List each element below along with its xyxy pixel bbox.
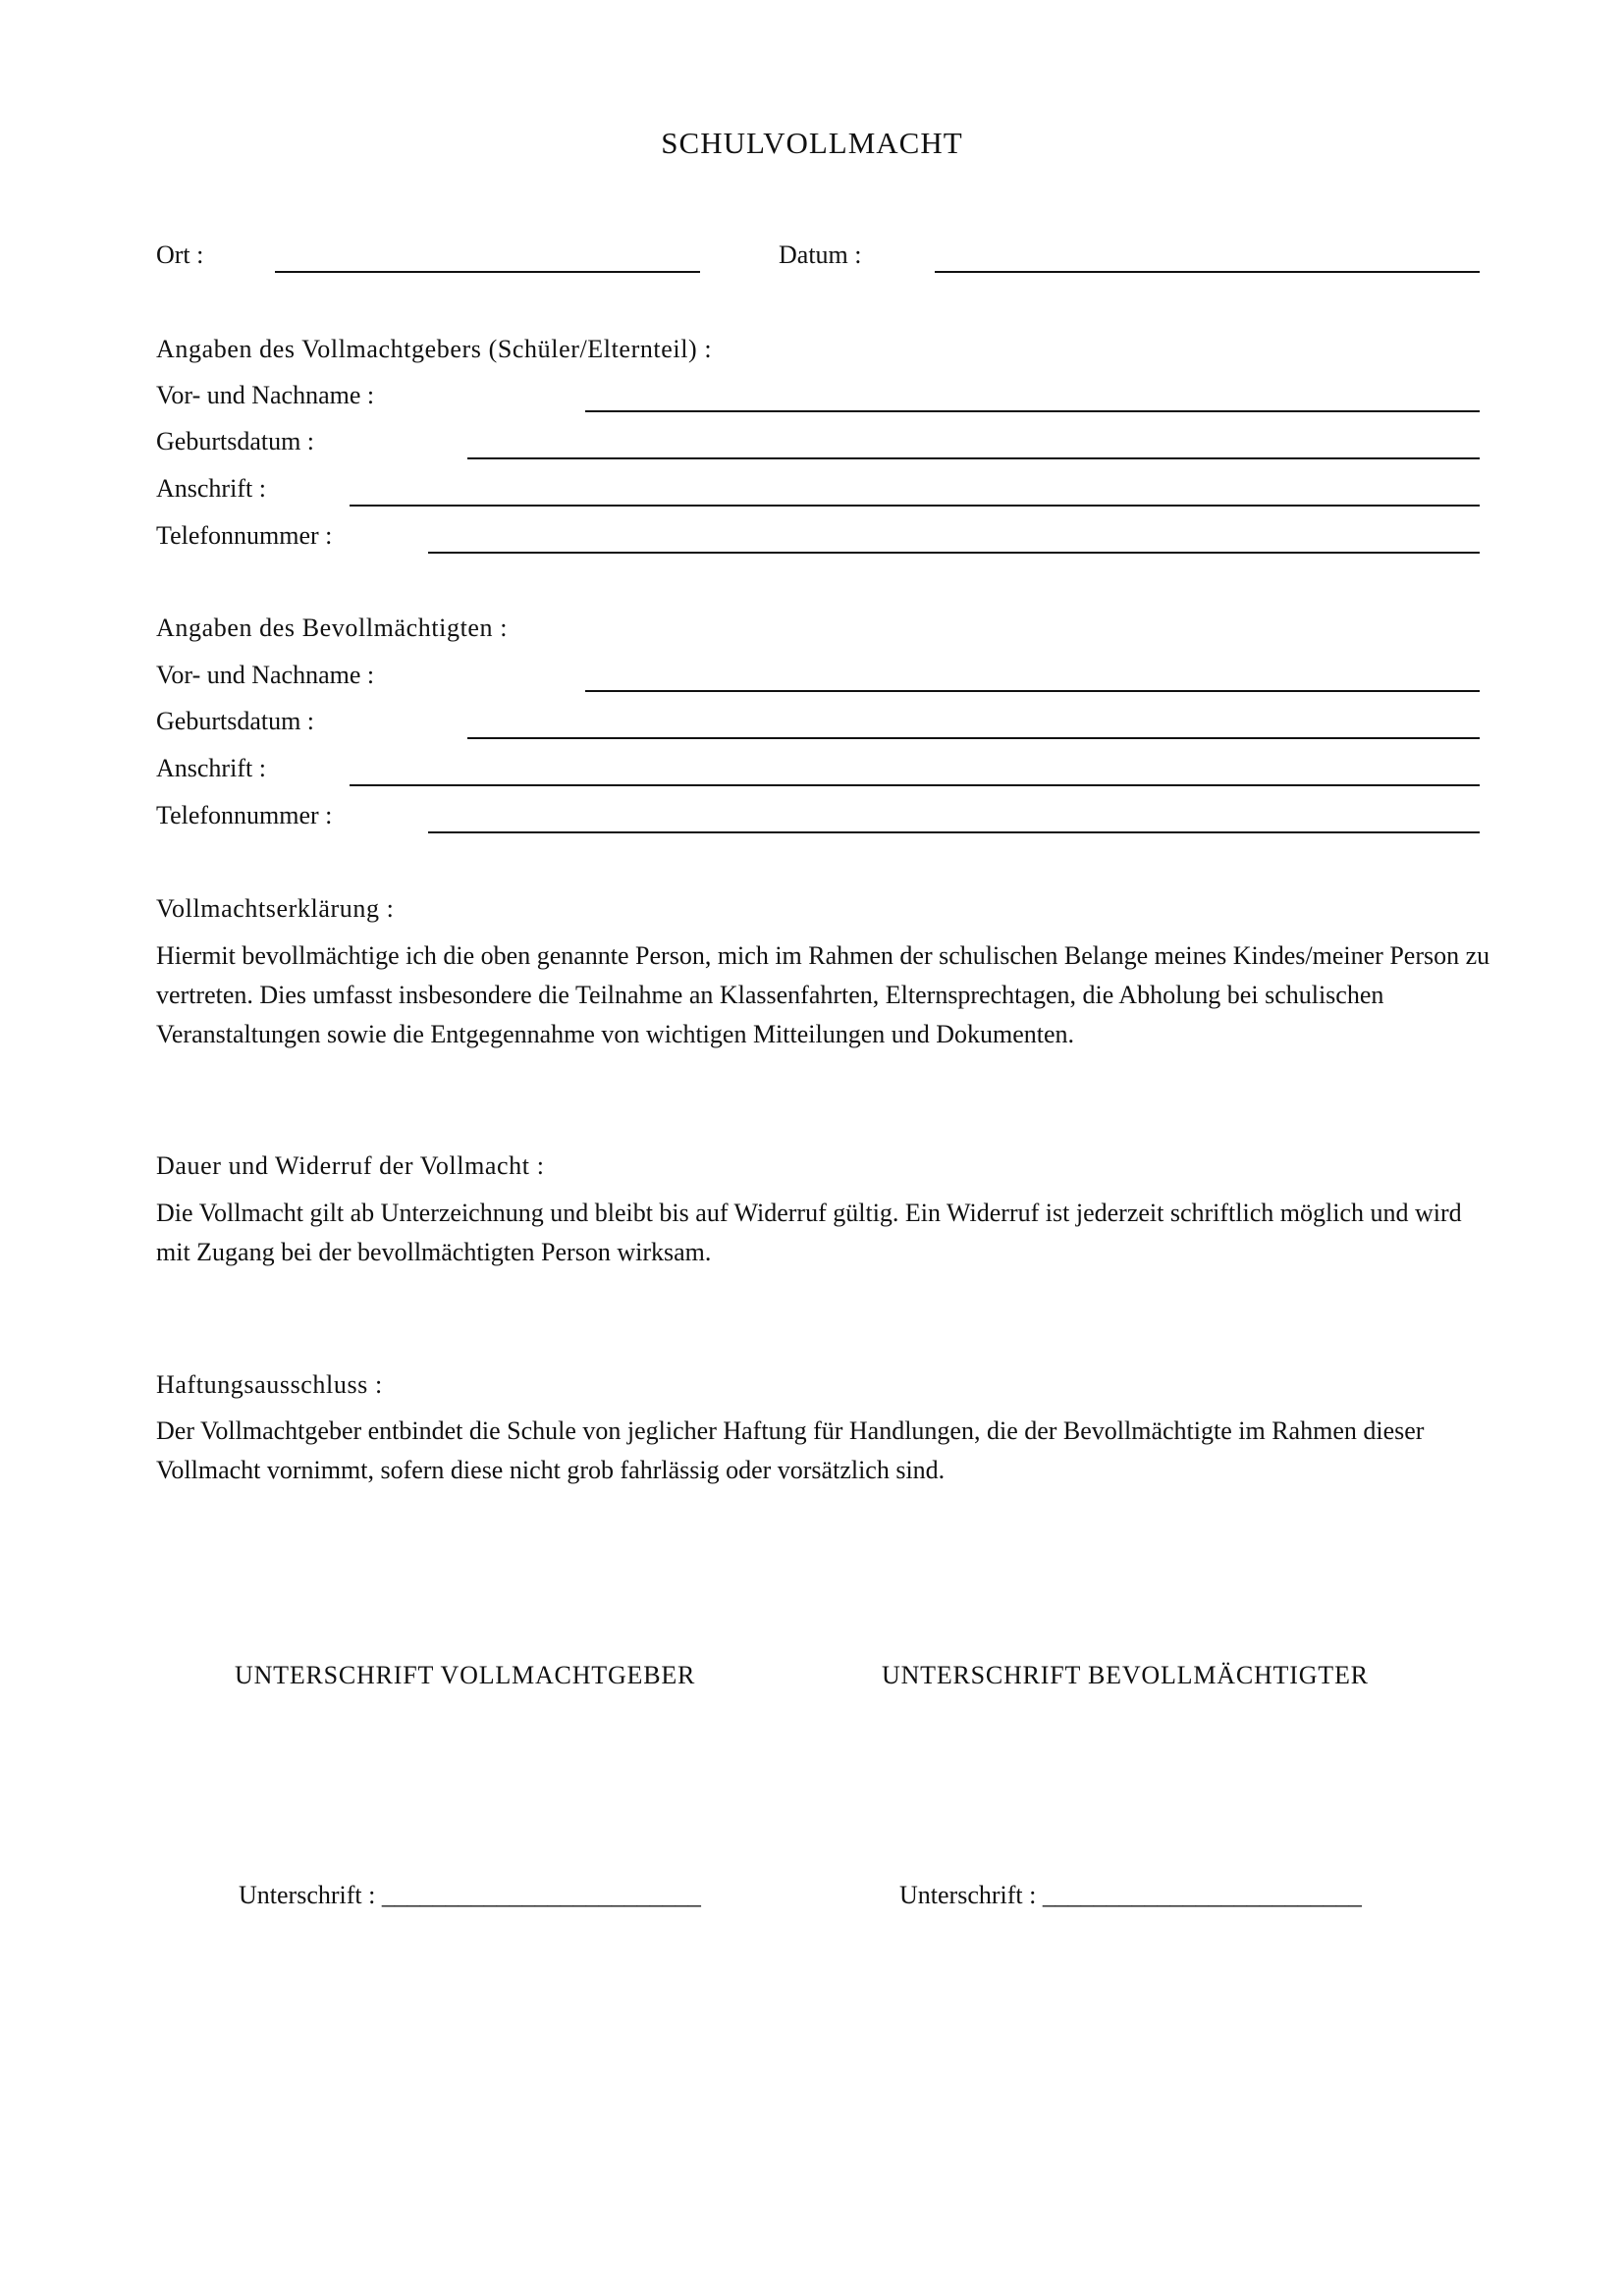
vollmachtgeber-name-label: Vor- und Nachname : xyxy=(156,381,375,409)
signature-field-bevollmaechtigter[interactable]: Unterschrift : _________________________ xyxy=(899,1881,1362,1909)
vollmachtgeber-phone-field[interactable] xyxy=(428,552,1480,554)
vollmachtgeber-address-field[interactable] xyxy=(350,505,1480,507)
vollmachtgeber-address-label: Anschrift : xyxy=(156,474,266,503)
signature-heading-vollmachtgeber: UNTERSCHRIFT VOLLMACHTGEBER xyxy=(235,1661,696,1689)
haftung-text: Der Vollmachtgeber entbindet die Schule von jeglicher Haftung für Handlungen, die der Bevollmächtigte im Rahmen dieser Vollmacht vornimmt, sofern diese nicht grob fahrlässig oder vorsätzlich sind. xyxy=(156,1416,1425,1484)
bevollmaechtigter-birth-label: Geburtsdatum : xyxy=(156,707,315,735)
dauer-text: Die Vollmacht gilt ab Unterzeichnung und bleibt bis auf Widerruf gültig. Ein Widerruf ist jederzeit schriftlich möglich und wird mit Zugang bei der bevollmächtigten Person wirksam. xyxy=(156,1199,1462,1266)
vollmachtgeber-birth-label: Geburtsdatum : xyxy=(156,427,315,455)
datum-label: Datum : xyxy=(779,240,862,269)
vollmachtgeber-name-field[interactable] xyxy=(585,410,1480,412)
signature-heading-bevollmaechtigter: UNTERSCHRIFT BEVOLLMÄCHTIGTER xyxy=(882,1661,1369,1689)
bevollmaechtigter-address-label: Anschrift : xyxy=(156,754,266,782)
datum-field[interactable] xyxy=(935,271,1480,273)
erklaerung-text: Hiermit bevollmächtige ich die oben genannte Person, mich im Rahmen der schulischen Belange meines Kindes/meiner Person zu vertreten. Dies umfasst insbesondere die Teilnahme an Klassenfahrten, Elternsprechtagen, die Abholung bei schulischen Veranstaltungen sowie die Entgegennahme von wichtigen Mitteilungen und Dokumenten. xyxy=(156,941,1490,1048)
bevollmaechtigter-address-field[interactable] xyxy=(350,784,1480,786)
vollmachtgeber-heading: Angaben des Vollmachtgebers (Schüler/Elternteil) : xyxy=(156,335,713,363)
haftung-heading: Haftungsausschluss : xyxy=(156,1370,383,1399)
vollmachtgeber-phone-label: Telefonnummer : xyxy=(156,521,333,550)
signature-field-vollmachtgeber[interactable]: Unterschrift : _________________________ xyxy=(239,1881,701,1909)
vollmachtgeber-birth-field[interactable] xyxy=(467,457,1480,459)
erklaerung-heading: Vollmachtserklärung : xyxy=(156,894,395,923)
bevollmaechtigter-name-label: Vor- und Nachname : xyxy=(156,661,375,689)
document-title: SCHULVOLLMACHT xyxy=(661,126,963,160)
bevollmaechtigter-birth-field[interactable] xyxy=(467,737,1480,739)
dauer-heading: Dauer und Widerruf der Vollmacht : xyxy=(156,1151,545,1180)
bevollmaechtigter-phone-field[interactable] xyxy=(428,831,1480,833)
bevollmaechtigter-heading: Angaben des Bevollmächtigten : xyxy=(156,614,509,642)
ort-field[interactable] xyxy=(275,271,700,273)
ort-label: Ort : xyxy=(156,240,204,269)
bevollmaechtigter-phone-label: Telefonnummer : xyxy=(156,801,333,829)
bevollmaechtigter-name-field[interactable] xyxy=(585,690,1480,692)
